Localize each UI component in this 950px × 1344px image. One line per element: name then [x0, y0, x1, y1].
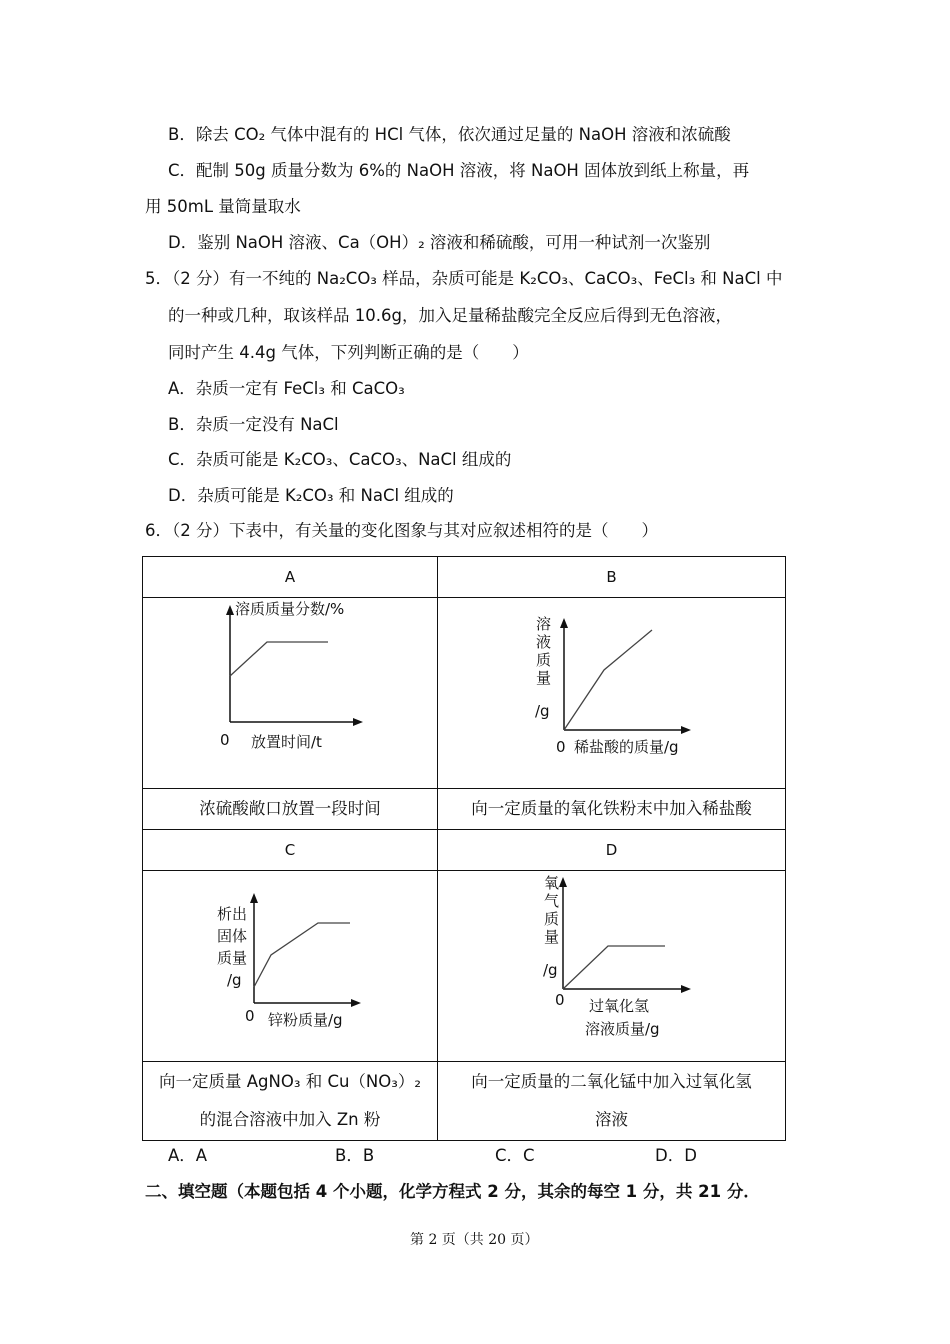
answer-d: D．D [655, 1146, 697, 1165]
answer-a: A．A [168, 1146, 208, 1165]
origin-label: 0 [555, 991, 565, 1009]
y-axis-unit: /g [227, 971, 242, 989]
q4-option-c: C．配制 50g 质量分数为 6%的 NaOH 溶液，将 NaOH 固体放到纸上称量，再 [168, 161, 750, 180]
q5-option-a: A．杂质一定有 FeCl₃ 和 CaCO₃ [168, 379, 405, 398]
q5-stem-cont: 同时产生 4.4g 气体，下列判断正确的是（ ） [168, 343, 529, 362]
cell-letter-c: C [143, 830, 438, 871]
x-axis-label: 溶液质量/g [585, 1020, 660, 1038]
caption-a: 浓硫酸敞口放置一段时间 [143, 789, 438, 830]
y-axis-unit: /g [543, 961, 558, 979]
graph-d [438, 871, 786, 1062]
cell-letter-b: B [438, 557, 786, 598]
origin-label: 0 [556, 738, 566, 756]
q6-stem: 6．（2 分）下表中，有关量的变化图象与其对应叙述相符的是（ ） [145, 521, 658, 540]
graph-c [143, 871, 438, 1062]
caption-line: 向一定质量的二氧化锰中加入过氧化氢 [471, 1072, 752, 1091]
caption-b: 向一定质量的氧化铁粉末中加入稀盐酸 [438, 789, 786, 830]
y-axis-label: 氧气质量 [542, 875, 560, 947]
y-axis-label: 固体 [217, 927, 248, 945]
origin-label: 0 [245, 1007, 255, 1025]
y-axis-label: 溶液质量 [534, 616, 552, 688]
y-axis-label: 溶质质量分数/% [235, 600, 345, 618]
q4-option-b: B．除去 CO₂ 气体中混有的 HCl 气体，依次通过足量的 NaOH 溶液和浓硫酸 [168, 125, 731, 144]
caption-line: 溶液 [595, 1110, 628, 1129]
graph-b-plot [438, 598, 785, 788]
cell-letter-a: A [143, 557, 438, 598]
y-axis-unit: /g [535, 702, 550, 720]
section-heading: 二、填空题（本题包括 4 个小题，化学方程式 2 分，其余的每空 1 分，共 21 分． [145, 1182, 760, 1201]
page-footer: 第 2 页（共 20 页） [410, 1232, 539, 1248]
answer-b: B．B [335, 1146, 375, 1165]
graph-c-plot [143, 871, 437, 1061]
graph-a [143, 598, 438, 789]
caption-d [438, 1062, 786, 1141]
q4-option-c-cont: 用 50mL 量筒量取水 [145, 197, 301, 216]
x-axis-label: 稀盐酸的质量/g [574, 738, 679, 756]
x-axis-label: 过氧化氢 [589, 997, 650, 1015]
cell-letter-d: D [438, 830, 786, 871]
graph-a-plot [143, 598, 437, 788]
origin-label: 0 [220, 731, 230, 749]
q5-option-b: B．杂质一定没有 NaCl [168, 415, 339, 434]
q6-table [142, 556, 786, 1141]
caption-line: 向一定质量 AgNO₃ 和 Cu（NO₃）₂ [159, 1072, 421, 1091]
y-axis-label: 质量 [217, 949, 248, 967]
graph-b [438, 598, 786, 789]
q5-stem-cont: 的一种或几种，取该样品 10.6g，加入足量稀盐酸完全反应后得到无色溶液， [168, 306, 732, 325]
q5-stem: 5．（2 分）有一不纯的 Na₂CO₃ 样品，杂质可能是 K₂CO₃、CaCO₃、FeCl₃ 和 NaCl 中 [145, 269, 783, 288]
x-axis-label: 放置时间/t [251, 733, 322, 751]
y-axis-label: 析出 [217, 905, 248, 923]
caption-line: 的混合溶液中加入 Zn 粉 [199, 1110, 381, 1129]
answer-c: C．C [495, 1146, 535, 1165]
caption-c [143, 1062, 438, 1141]
q5-option-c: C．杂质可能是 K₂CO₃、CaCO₃、NaCl 组成的 [168, 450, 512, 469]
x-axis-label: 锌粉质量/g [268, 1011, 343, 1029]
q4-option-d: D．鉴别 NaOH 溶液、Ca（OH）₂ 溶液和稀硫酸，可用一种试剂一次鉴别 [168, 233, 711, 252]
q5-option-d: D．杂质可能是 K₂CO₃ 和 NaCl 组成的 [168, 486, 454, 505]
